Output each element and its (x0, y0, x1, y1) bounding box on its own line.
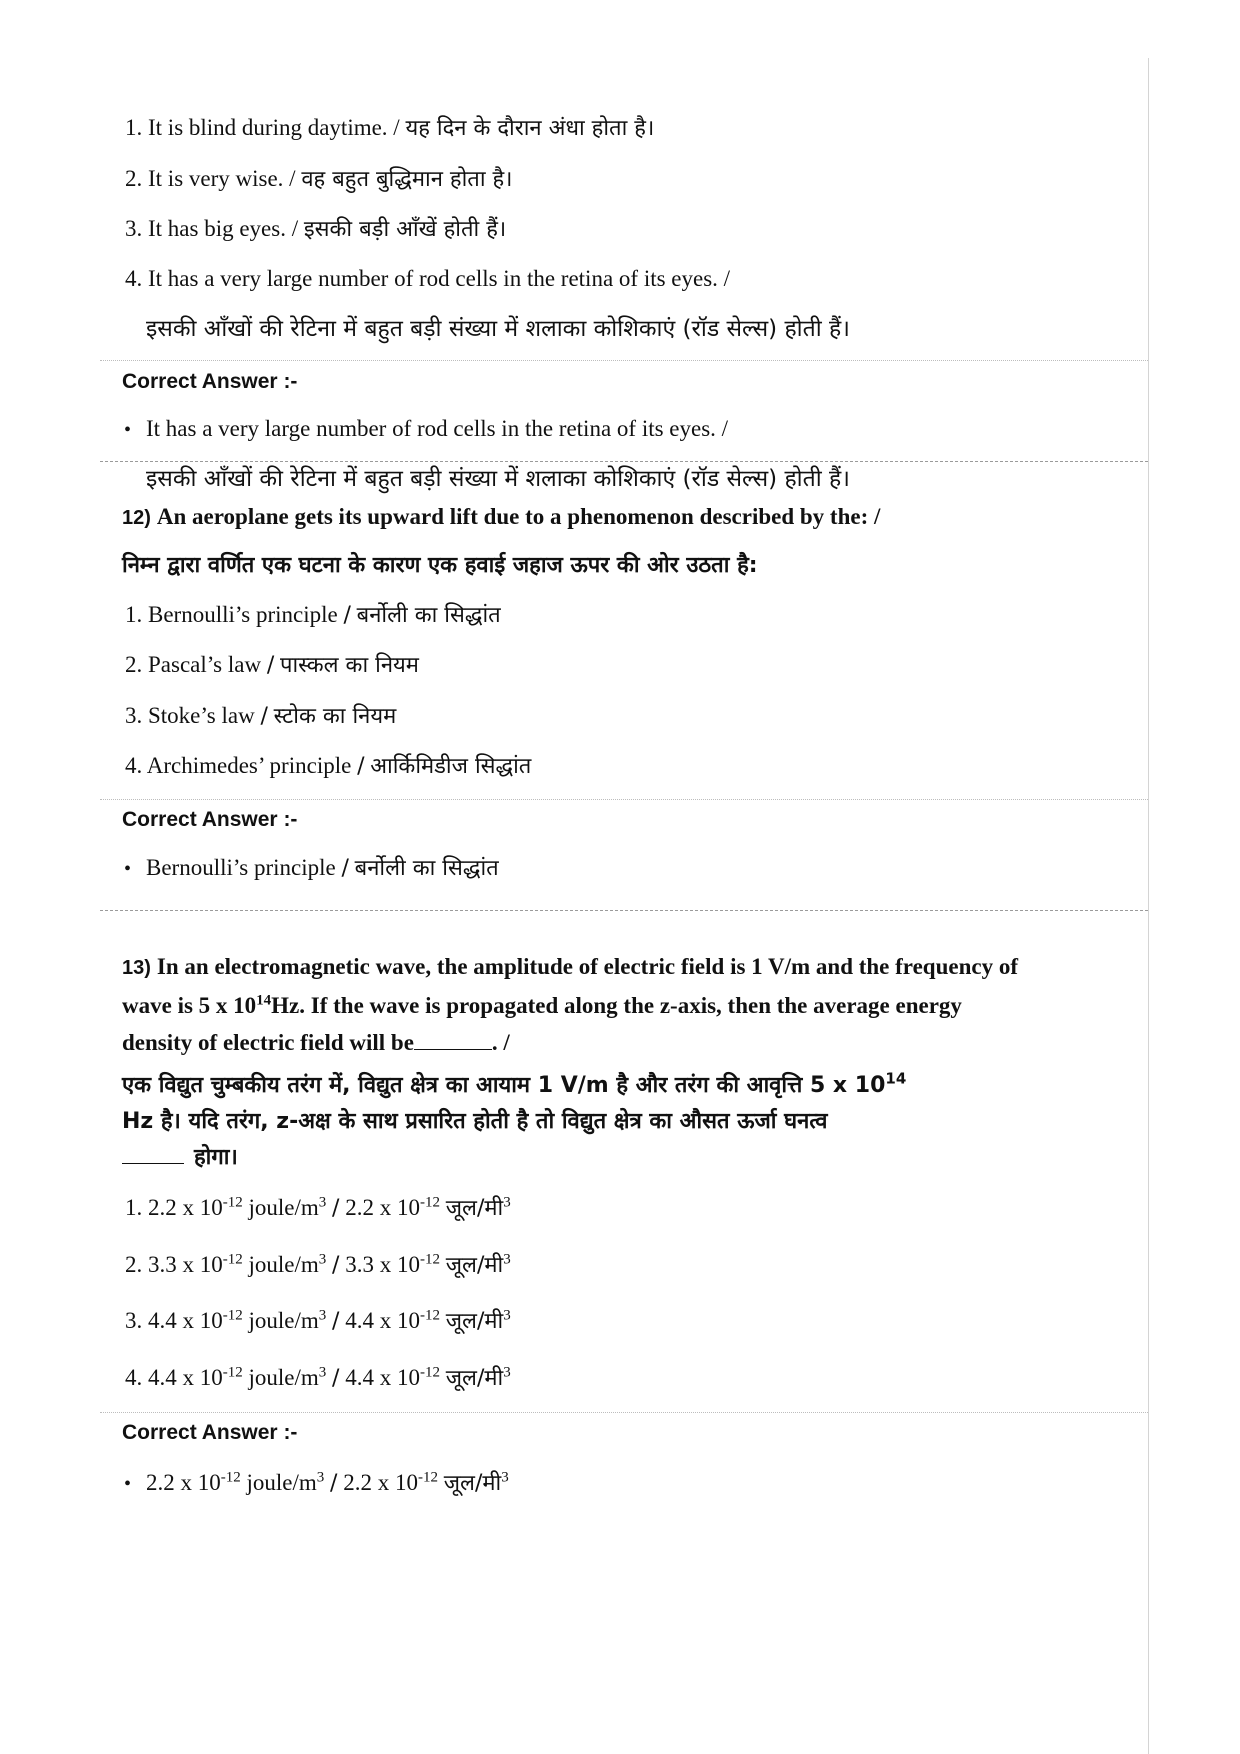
exponent: 14 (885, 1069, 907, 1088)
exponent: -12 (222, 1194, 243, 1211)
answer-text-en: It has a very large number of rod cells in the retina of its eyes. / (146, 416, 729, 441)
exponent: -12 (419, 1251, 440, 1268)
option-unit-hi: जूल/मी (445, 1196, 504, 1221)
option-separator: / (260, 704, 268, 729)
exponent: 3 (316, 1469, 325, 1486)
option-number: 3. (125, 703, 143, 728)
question-separator (100, 910, 1148, 911)
option-separator: / (266, 653, 275, 678)
exponent: 3 (501, 1469, 509, 1486)
q11-option-4 (125, 264, 730, 294)
option-unit-hi: जूल/मी (445, 1253, 504, 1278)
option-number: 2. (125, 1252, 143, 1277)
exponent: -12 (222, 1251, 243, 1268)
q12-question-en (122, 498, 1132, 537)
q11-option-2 (125, 164, 513, 195)
option-unit: joule/m (248, 1365, 319, 1390)
option-number: 2. (125, 166, 143, 191)
option-text-hi: बर्नोली का सिद्धांत (356, 603, 501, 628)
q13-correct-answer (124, 1468, 509, 1499)
q11-option-3 (125, 214, 506, 245)
question-text-hi-line3: होगा। (194, 1145, 238, 1170)
divider (100, 1412, 1148, 1413)
option-unit: joule/m (248, 1308, 319, 1333)
q12-option-3 (125, 701, 396, 732)
option-text-en: It is very wise. / (148, 166, 296, 191)
option-unit-hi: जूल/मी (445, 1366, 504, 1391)
exponent: 3 (318, 1251, 327, 1268)
bullet-icon: • (124, 419, 132, 441)
question-text-hi-line2: Hz है। यदि तरंग, z-अक्ष के साथ प्रसारित होती है तो विद्युत क्षेत्र का औसत ऊर्जा घनत्व (122, 1109, 828, 1134)
answer-mantissa: 2.2 x 10 (146, 1470, 221, 1495)
option-mantissa: 2.2 x 10 (148, 1195, 223, 1220)
option-mantissa: 3.3 x 10 (148, 1252, 223, 1277)
question-text-en-line2b: Hz. If the wave is propagated along the z-axis, then the average energy (271, 993, 962, 1018)
exponent: 3 (318, 1364, 327, 1381)
correct-answer-label: Correct Answer :- (122, 370, 298, 393)
option-text-en: Stoke’s law (148, 703, 255, 728)
option-number: 3. (125, 1308, 143, 1333)
option-number: 1. (125, 602, 143, 627)
exponent: 14 (256, 992, 272, 1009)
q13-question-en (122, 948, 1132, 1061)
option-number: 1. (125, 115, 143, 140)
option-number: 4. (125, 266, 143, 291)
option-separator: / (332, 1253, 340, 1278)
option-mantissa-hi: 3.3 x 10 (345, 1252, 420, 1277)
option-text-en: Archimedes’ principle (146, 753, 352, 778)
option-number: 4. (125, 1365, 143, 1390)
option-mantissa: 4.4 x 10 (148, 1308, 223, 1333)
answer-text-hi: बर्नोली का सिद्धांत (354, 856, 499, 881)
option-separator: / (343, 603, 351, 628)
option-text-en: It has a very large number of rod cells in the retina of its eyes. / (148, 266, 731, 291)
exponent: 3 (318, 1307, 327, 1324)
option-text-hi: वह बहुत बुद्धिमान होता है। (301, 167, 513, 192)
option-text-hi: आर्किमिडीज सिद्धांत (370, 754, 532, 779)
answer-mantissa-hi: 2.2 x 10 (343, 1470, 418, 1495)
option-mantissa: 4.4 x 10 (148, 1365, 223, 1390)
correct-answer-label: Correct Answer :- (122, 808, 298, 831)
exponent: 3 (503, 1364, 511, 1381)
exponent: -12 (417, 1469, 438, 1486)
option-separator: / (332, 1196, 340, 1221)
question-text-hi-line1: एक विद्युत चुम्बकीय तरंग में, विद्युत क्षेत्र का आयाम 1 V/m है और तरंग की आवृत्ति 5 x 10 (122, 1073, 886, 1098)
option-mantissa-hi: 4.4 x 10 (345, 1308, 420, 1333)
answer-unit: joule/m (246, 1470, 317, 1495)
option-text-en: It has big eyes. / (148, 216, 299, 241)
answer-text-en: Bernoulli’s principle (146, 855, 336, 880)
answer-separator: / (330, 1471, 338, 1496)
option-text-en: It is blind during daytime. / (148, 115, 400, 140)
option-mantissa-hi: 2.2 x 10 (345, 1195, 420, 1220)
option-number: 4. (125, 753, 143, 778)
q11-option-4-hindi: इसकी आँखों की रेटिना में बहुत बड़ी संख्या में शलाका कोशिकाएं (रॉड सेल्स) होती हैं। (146, 316, 850, 342)
option-separator: / (332, 1309, 340, 1334)
answer-unit-hi: जूल/मी (443, 1471, 502, 1496)
q12-option-2 (125, 650, 419, 681)
exponent: -12 (222, 1307, 243, 1324)
option-number: 3. (125, 216, 143, 241)
question-separator (100, 461, 1148, 462)
exponent: -12 (419, 1364, 440, 1381)
option-text-hi: स्टोक का नियम (273, 704, 397, 729)
option-unit-hi: जूल/मी (445, 1309, 504, 1334)
q11-correct-answer (124, 414, 728, 445)
option-separator: / (332, 1366, 340, 1391)
question-text-en-line2a: wave is 5 x 10 (122, 993, 257, 1018)
bullet-icon: • (124, 1473, 132, 1495)
q13-option-1 (125, 1193, 511, 1224)
q12-correct-answer (124, 853, 499, 884)
answer-separator: / (341, 856, 349, 881)
question-text-en-line1: In an electromagnetic wave, the amplitude of electric field is 1 V/m and the frequency of (156, 954, 1019, 979)
exponent: -12 (220, 1469, 241, 1486)
exponent: -12 (419, 1307, 440, 1324)
divider (100, 360, 1148, 361)
answer-blank (414, 1049, 492, 1050)
exponent: 3 (503, 1194, 511, 1211)
q11-option-1 (125, 113, 654, 144)
exponent: -12 (222, 1364, 243, 1381)
exponent: 3 (503, 1251, 511, 1268)
option-unit: joule/m (248, 1252, 319, 1277)
q11-answer-hindi: इसकी आँखों की रेटिना में बहुत बड़ी संख्या में शलाका कोशिकाएं (रॉड सेल्स) होती हैं। (146, 466, 850, 492)
option-text-hi: पास्कल का नियम (279, 653, 419, 678)
option-text-hi: इसकी बड़ी आँखें होती हैं। (303, 217, 507, 242)
option-unit: joule/m (248, 1195, 319, 1220)
divider (100, 799, 1148, 800)
bullet-icon: • (124, 858, 132, 880)
q13-question-hi (122, 1068, 1132, 1176)
exponent: -12 (419, 1194, 440, 1211)
option-text-en: Pascal’s law (148, 652, 262, 677)
option-separator: / (357, 754, 365, 779)
q12-option-4 (125, 751, 531, 782)
option-text-hi: यह दिन के दौरान अंधा होता है। (405, 116, 655, 141)
option-mantissa-hi: 4.4 x 10 (345, 1365, 420, 1390)
q13-option-4 (125, 1363, 511, 1394)
correct-answer-label: Correct Answer :- (122, 1421, 298, 1444)
q13-option-3 (125, 1306, 511, 1337)
question-text-en-line3b: . / (491, 1030, 510, 1055)
q12-option-1 (125, 600, 501, 631)
q13-option-2 (125, 1250, 511, 1281)
question-text-en: An aeroplane gets its upward lift due to a phenomenon described by the: / (156, 504, 881, 529)
question-sheet (100, 58, 1149, 1754)
option-number: 2. (125, 652, 143, 677)
question-text-en-line3a: density of electric field will be (122, 1030, 414, 1055)
question-number: 13) (122, 957, 151, 979)
exponent: 3 (318, 1194, 327, 1211)
option-text-en: Bernoulli’s principle (148, 602, 338, 627)
option-number: 1. (125, 1195, 143, 1220)
q12-question-hi: निम्न द्वारा वर्णित एक घटना के कारण एक हवाई जहाज ऊपर की ओर उठता है: (122, 553, 758, 578)
question-number: 12) (122, 507, 151, 529)
exponent: 3 (503, 1307, 511, 1324)
answer-blank (122, 1163, 184, 1164)
